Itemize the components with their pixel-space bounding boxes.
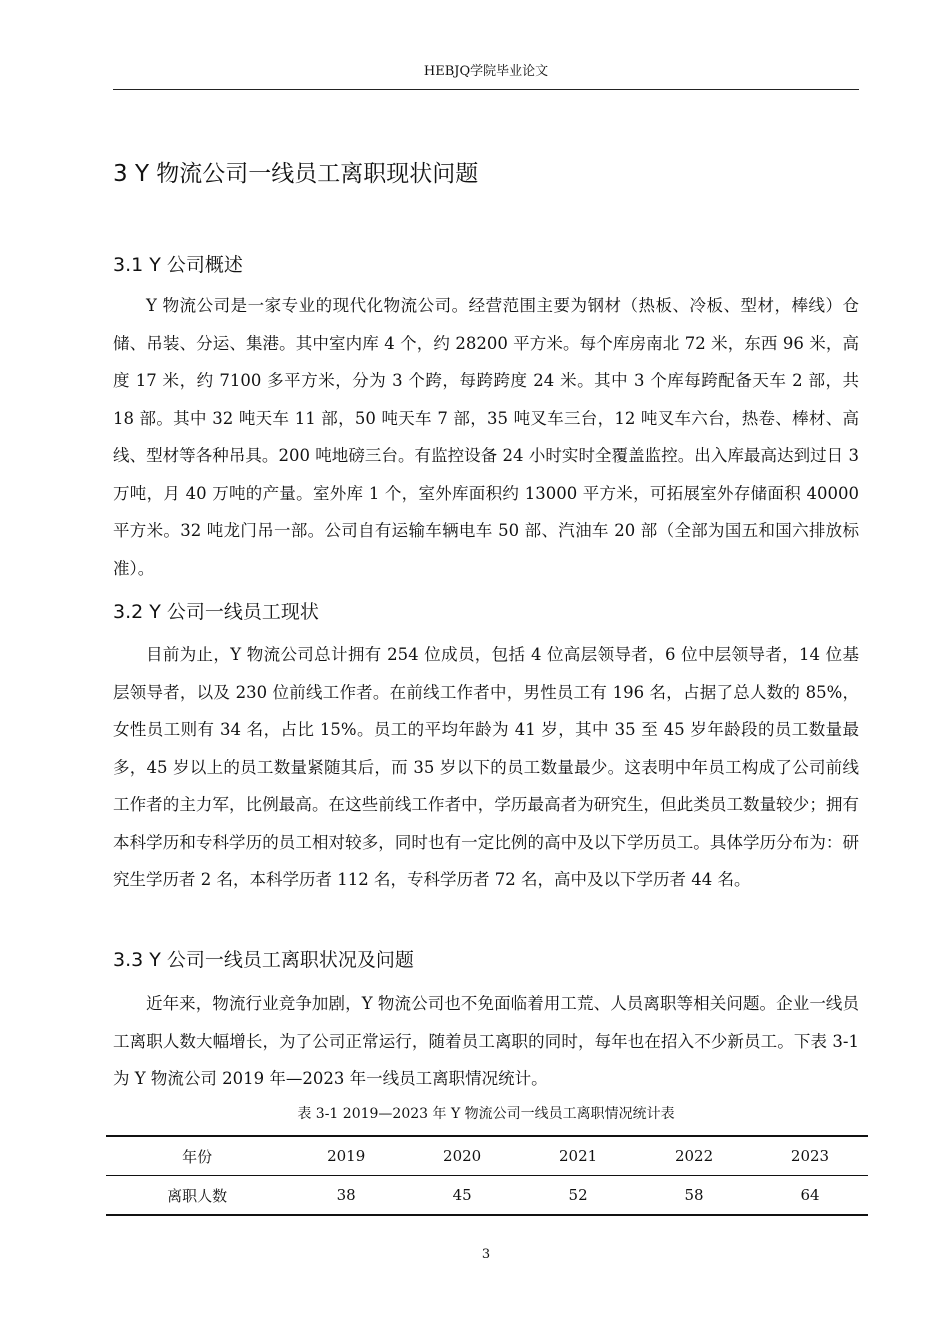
section-title-3-1: 3.1 Y 公司概述 xyxy=(113,254,243,276)
table-cell: 58 xyxy=(684,1186,704,1204)
section-title-3-3: 3.3 Y 公司一线员工离职状况及问题 xyxy=(113,949,414,971)
paragraph-3-2: 目前为止，Y 物流公司总计拥有 254 位成员，包括 4 位高层领导者，6 位中层领导者，14 位基层领导者，以及 230 位前线工作者。在前线工作者中，男性员工有 196 名，占据了总人数的 85%，女性员工则有 34 名，占比 15%。员工的平均年龄为 41 岁，其中 35 至 45 岁年龄段的员工数量最多，45 岁以上的员工数量紧随其后，而 35 岁以下的员工数量最少。这表明中年员工构成了公司前线工作者的主力军，比例最高。在这些前线工作者中，学历最高者为研究生，但此类员工数量较少；拥有本科学历和专科学历的员工相对较多，同时也有一定比例的高中及以下学历员工。具体学历分布为：研究生学历者 2 名，本科学历者 112 名，专科学历者 72 名，高中及以下学历者 44 名。 xyxy=(113,645,859,889)
page-number: 3 xyxy=(481,1247,491,1262)
table-header-cell: 2023 xyxy=(790,1147,830,1165)
table-caption: 表 3-1 2019—2023 年 Y 物流公司一线员工离职情况统计表 xyxy=(297,1106,675,1122)
table-cell: 52 xyxy=(568,1186,588,1204)
table-header-cell: 2022 xyxy=(674,1147,714,1165)
table-header-cell: 年份 xyxy=(182,1147,213,1166)
header-divider xyxy=(113,89,859,90)
table-header-row xyxy=(106,1136,868,1176)
paragraph-3-3: 近年来，物流行业竞争加剧，Y 物流公司也不免面临着用工荒、人员离职等相关问题。企业一线员工离职人数大幅增长，为了公司正常运行，随着员工离职的同时，每年也在招入不少新员工。下表 3-1 为 Y 物流公司 2019 年—2023 年一线员工离职情况统计。 xyxy=(113,994,859,1088)
table-header-cell: 2021 xyxy=(559,1147,598,1165)
table-row xyxy=(106,1176,868,1216)
table-header-cell: 2020 xyxy=(443,1147,482,1165)
table-cell: 45 xyxy=(452,1186,472,1204)
table-cell: 离职人数 xyxy=(167,1186,228,1205)
turnover-table xyxy=(106,1135,868,1216)
table-header-cell: 2019 xyxy=(327,1147,366,1165)
section-title-3-2: 3.2 Y 公司一线员工现状 xyxy=(113,601,319,623)
chapter-title: 3 Y 物流公司一线员工离职现状问题 xyxy=(113,161,479,187)
running-header: HEBJQ学院毕业论文 xyxy=(423,64,549,79)
table-cell: 64 xyxy=(800,1186,820,1204)
paragraph-3-1: Y 物流公司是一家专业的现代化物流公司。经营范围主要为钢材（热板、冷板、型材，棒线）仓储、吊装、分运、集港。其中室内库 4 个，约 28200 平方米。每个库房南北 72 米，东西 96 米，高度 17 米，约 7100 多平方米，分为 3 个跨，每跨跨度 24 米。其中 3 个库每跨配备天车 2 部，共 18 部。其中 32 吨天车 11 部，50 吨天车 7 部，35 吨叉车三台，12 吨叉车六台，热卷、棒材、高线、型材等各种吊具。200 吨地磅三台。有监控设备 24 小时实时全覆盖监控。出入库最高达到过日 3 万吨，月 40 万吨的产量。室外库 1 个，室外库面积约 13000 平方米，可拓展室外存储面积 40000 平方米。32 吨龙门吊一部。公司自有运输车辆电车 50 部、汽油车 20 部（全部为国五和国六排放标准）。 xyxy=(113,296,859,578)
table-cell: 38 xyxy=(336,1186,356,1204)
